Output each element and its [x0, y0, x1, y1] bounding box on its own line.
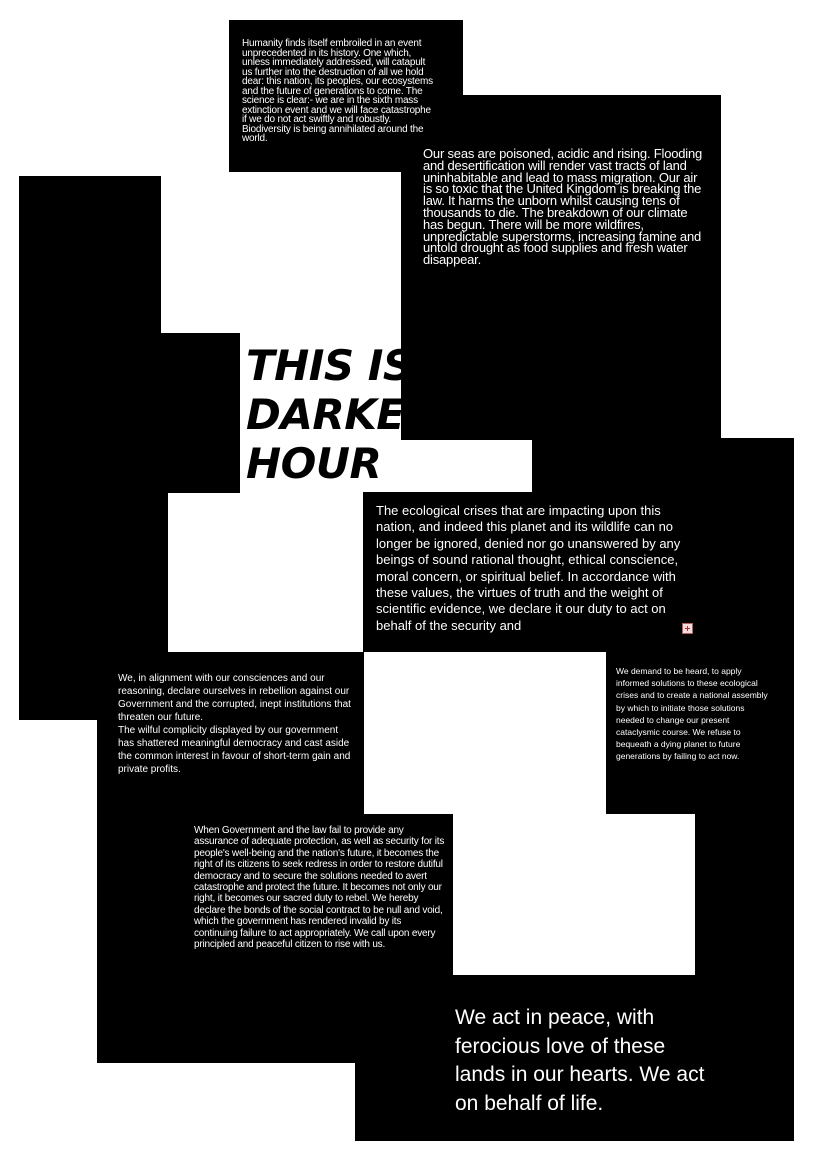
block-lower-right-strip — [695, 814, 720, 975]
crises-paragraph: The ecological crises that are impacting upon this nation, and indeed this planet and its wildlife can no longer be ignored, denied nor go unanswered by any beings of sound rational thought, ethical conscience, moral concern, or spiritual belief. In accordance with these values, the virtues of truth and the weight of scientific evidence, we declare it our duty to act on behalf of the security and — [376, 503, 681, 633]
intro-paragraph: Humanity finds itself embroiled in an event unprecedented in its history. One which, unless immediately addressed, will catapult us further into the destruction of all we hold dear: this nation, its peoples, our ecosystems and the future of generations to come. The science is clear:- we are in the sixth mass extinction event and we will face catastrophe if we do not act swiftly and robustly. Biodiversity is being annihilated around the world. — [242, 38, 433, 144]
block-left-inner — [140, 333, 240, 493]
demand-paragraph: We demand to be heard, to apply informed solutions to these ecological crises and to create a national assembly by which to initiate those solutions needed to change our present cataclysmic course. We refuse to bequeath a dying planet to future generations by failing to act now. — [616, 666, 768, 762]
block-right-column — [532, 330, 721, 492]
plus-box-icon[interactable] — [682, 623, 693, 634]
headline: THIS IS OUR DARKEST HOUR — [246, 341, 528, 488]
closing-statement: We act in peace, with ferocious love of these lands in our hearts. We act on behalf of life. — [455, 1006, 705, 1116]
block-right-outer — [720, 438, 794, 1141]
seas-paragraph: Our seas are poisoned, acidic and rising. Flooding and desertification will render vast tracts of land uninhabitable and lead to mass migration. Our air is so toxic that the United Kingdom is breaking the law. It harms the unborn whilst causing tens of thousands to die. The breakdown of our climate has begun. There will be more wildfires, unpredictable superstorms, increasing famine and untold drought as food supplies and fresh water disappear. — [423, 146, 703, 268]
rebellion-paragraph-2: The wilful complicity displayed by our government has shattered meaningful democracy and cast aside the common interest in favour of short-term gain and private profits. — [118, 725, 351, 775]
block-bottom-left — [355, 1063, 363, 1141]
government-paragraph: When Government and the law fail to provide any assurance of adequate protection, as well as security for its people's well-being and the nation's future, it becomes the right of its citizens to seek redress in order to restore dutiful democracy and to secure the solutions needed to avert catastrophe and protect the future. It becomes not only our right, it becomes our sacred duty to rebel. We hereby declare the bonds of the social contract to be null and void, which the government has rendered invalid by its continuing failure to act appropriately. We call upon every principled and peaceful citizen to rise with us. — [194, 825, 445, 951]
rebellion-paragraph-1: We, in alignment with our consciences and our reasoning, declare ourselves in rebellion against our Government and the corrupted, inept institutions that threaten our future. — [118, 673, 351, 723]
